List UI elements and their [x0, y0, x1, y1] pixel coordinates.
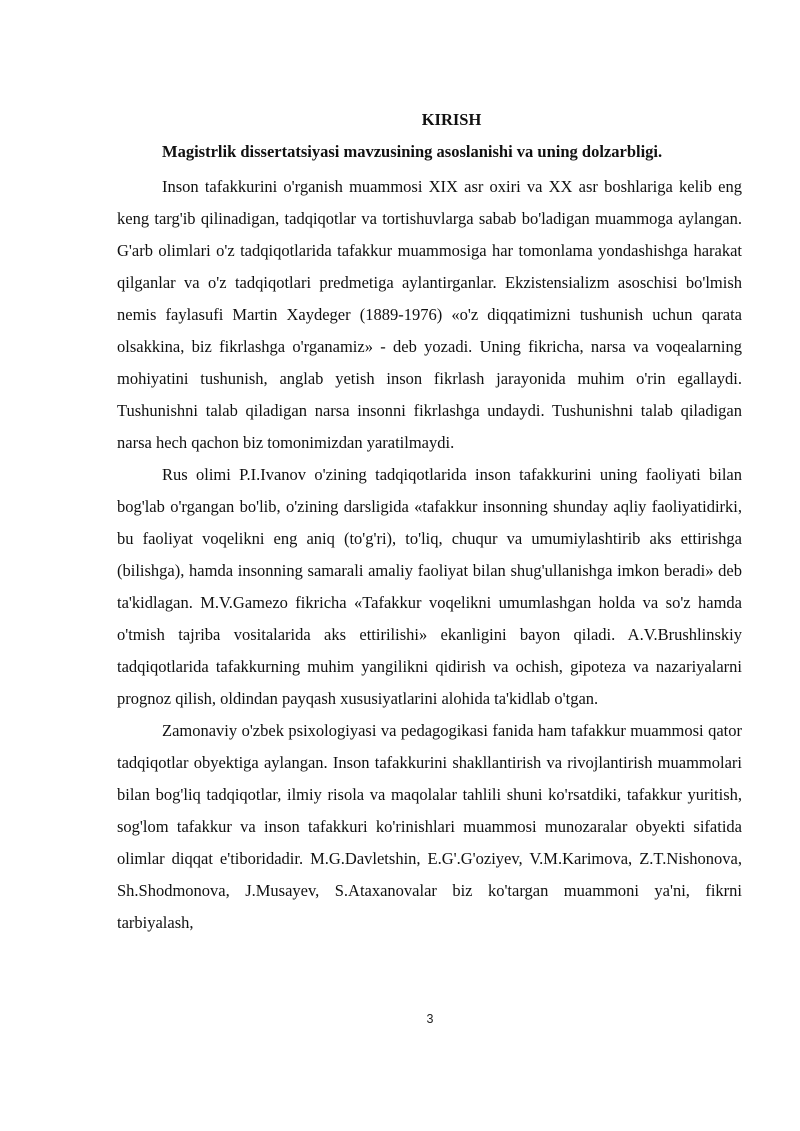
paragraph-1: Inson tafakkurini o'rganish muammosi XIX asr oxiri va XX asr boshlariga kelib eng keng targ'ib qilinadigan, tadqiqotlar va tortishuvlarga sabab bo'ladigan muammoga aylangan. G'arb olimlari o'z tadqiqotlarida tafakkur muammosiga har tomonlama yondashishga harakat qilganlar va o'z tadqiqotlari predmetiga aylantirganlar. Ekzistensializm asoschisi bo'lmish nemis faylasufi Martin Xaydeger (1889-1976) «o'z diqqatimizni tushunish uchun qarata olsakkina, biz fikrlashga o'rganamiz» - deb yozadi. Uning fikricha, narsa va voqealarning mohiyatini tushunish, anglab yetish inson fikrlash jarayonida muhim o'rin egallaydi. Tushunishni talab qiladigan narsa insonni fikrlashga undaydi. Tushunishni talab qiladigan narsa hech qachon biz tomonimizdan yaratilmaydi.: [117, 177, 742, 452]
section-heading: KIRISH: [421, 110, 482, 129]
page-number: 3: [426, 1012, 434, 1026]
page-content: [117, 108, 742, 939]
section-subheading: Magistrlik dissertatsiyasi mavzusining asoslanishi va uning dolzarbligi.: [162, 142, 663, 161]
paragraph-3: Zamonaviy o'zbek psixologiyasi va pedagogikasi fanida ham tafakkur muammosi qator tadqiqotlar obyektiga aylangan. Inson tafakkurini shakllantirish va rivojlantirish muammolari bilan bog'liq tadqiqotlar, ilmiy risola va maqolalar tahlili shuni ko'rsatdiki, tafakkur yuritish, sog'lom tafakkur va inson tafakkuri ko'rinishlari muammosi munozaralar obyekti sifatida olimlar diqqat e'tiboridadir. M.G.Davletshin, E.G'.G'oziyev, V.M.Karimova, Z.T.Nishonova, Sh.Shodmonova, J.Musayev, S.Ataxanovalar biz ko'targan muammoni ya'ni, fikrni tarbiyalash,: [117, 721, 742, 932]
paragraph-2: Rus olimi P.I.Ivanov o'zining tadqiqotlarida inson tafakkurini uning faoliyati bilan bog'lab o'rgangan bo'lib, o'zining darsligida «tafakkur insonning shunday aqliy faoliyatidirki, bu faoliyat voqelikni eng aniq (to'g'ri), to'liq, chuqur va umumiylashtirib aks ettirishga (bilishga), hamda insonning samarali amaliy faoliyat bilan shug'ullanishga imkon beradi» deb ta'kidlagan. M.V.Gamezo fikricha «Tafakkur voqelikni umumlashgan holda va so'z hamda o'tmish tajriba vositalarida aks ettirilishi» ekanligini bayon qiladi. A.V.Brushlinskiy tadqiqotlarida tafakkurning muhim yangilikni qidirish va ochish, gipoteza va nazariyalarni prognoz qilish, oldindan payqash xususiyatlarini alohida ta'kidlab o'tgan.: [117, 465, 742, 708]
